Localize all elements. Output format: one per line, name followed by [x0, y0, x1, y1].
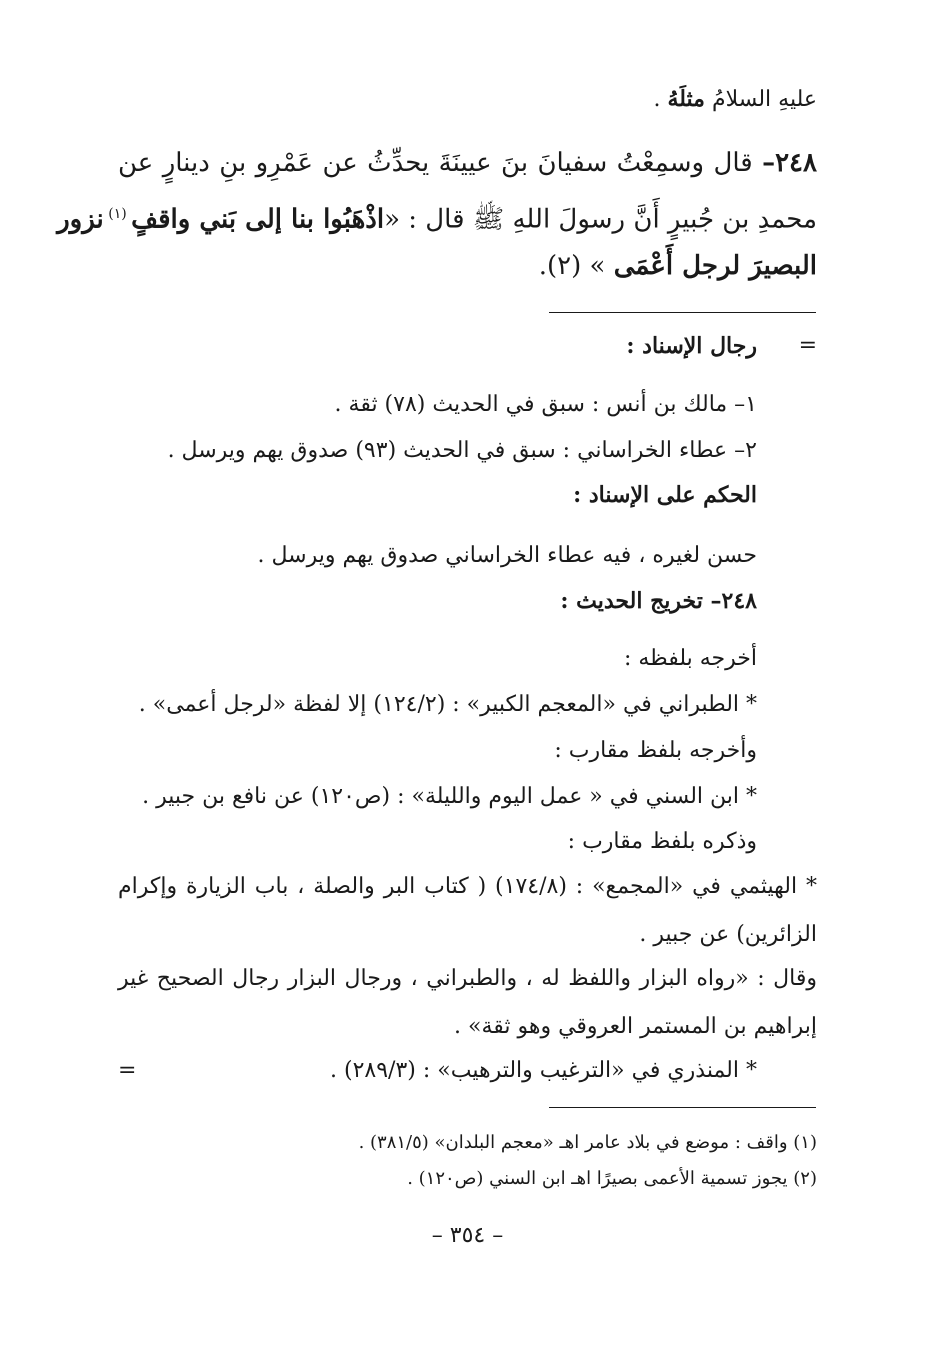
dhakarahu: وذكره بلفظ مقارب : [567, 829, 757, 854]
footnote-2: (٢) يجوز تسمية الأعمى بصيرًا اهـ ابن السني (ص١٢٠) . [407, 1168, 817, 1189]
hadith-line-1 [118, 146, 817, 180]
footnote-ref-1: (١) [103, 206, 132, 222]
continuation-end: . [653, 87, 661, 112]
hadith-line-1-text: قال وسمِعْتُ سفيانَ بنَ عيينَةَ يحدِّثُ عن عَمْرِو بنِ دينارٍ عن [118, 148, 763, 178]
rijal-item-2: ٢– عطاء الخراساني : سبق في الحديث (٩٣) صدوق يهم ويرسل . [167, 438, 757, 463]
hadith-line-2-bold: اذْهَبُوا بنا إلى بَني واقفٍ [131, 204, 385, 235]
tabarani-line: * الطبراني في «المعجم الكبير» : (١٢٤/٢) إلا لفظة «لرجل أعمى» . [138, 692, 757, 717]
separator-rule [549, 312, 816, 313]
hadith-line-2-end: نزور [57, 204, 104, 235]
continuation-line [653, 84, 817, 115]
ibn-sunni-line: * ابن السني في « عمل اليوم والليلة» : (ص١٢٠) عن نافع بن جبير . [142, 784, 757, 809]
haythami-line-2: الزائرين) عن جبير . [639, 922, 817, 947]
mundhiri-line: * المنذري في «الترغيب والترهيب» : (٢٨٩/٣) . [330, 1058, 757, 1083]
hadith-line-2 [57, 197, 817, 237]
hadith-line-3-bold: البصيرَ لرجل أَعْمَى [613, 251, 817, 281]
continuation-text: عليهِ السلامُ [711, 87, 817, 112]
footnote-1: (١) واقف : موضع في بلاد عامر اهـ «معجم البلدان» (٣٨١/٥) . [358, 1132, 817, 1153]
hukm-text: حسن لغيره ، فيه عطاء الخراساني صدوق يهم ويرسل . [257, 543, 757, 568]
haythami-line-1: * الهيثمي في «المجمع» : (١٧٤/٨) ( كتاب البر والصلة ، باب الزيارة وإكرام [118, 874, 817, 899]
hadith-number: ٢٤٨– [762, 148, 817, 178]
rijal-heading: رجال الإسناد : [626, 333, 757, 359]
rijal-item-1: ١– مالك بن أنس : سبق في الحديث (٧٨) ثقة . [334, 392, 757, 417]
page-number: – ٣٥٤ – [431, 1223, 504, 1248]
hukm-heading: الحكم على الإسناد : [573, 482, 757, 508]
hadith-line-3-end: » (٢). [538, 251, 614, 281]
takhrij-heading: ٢٤٨– تخريج الحديث : [560, 588, 757, 614]
akhrajahu-muqarib: وأخرجه بلفظ مقارب : [554, 738, 757, 763]
qala-line-1: وقال : «رواه البزار واللفظ له ، والطبراني ، ورجال البزار رجال الصحيح غير [118, 966, 817, 991]
continuation-bold: مثلَهُ [667, 86, 705, 112]
qala-line-2: إبراهيم بن المستمر العروقي وهو ثقة» . [454, 1014, 817, 1039]
side-mark-top: = [798, 333, 817, 358]
hadith-line-3 [539, 249, 817, 283]
side-mark-bottom: = [118, 1058, 137, 1083]
footnote-rule [549, 1107, 816, 1108]
hadith-line-2-text: محمدِ بن جُبيرٍ أَنَّ رسولَ اللهِ ﷺ قال : « [384, 204, 817, 235]
akhrajahu: أخرجه بلفظه : [623, 646, 757, 671]
